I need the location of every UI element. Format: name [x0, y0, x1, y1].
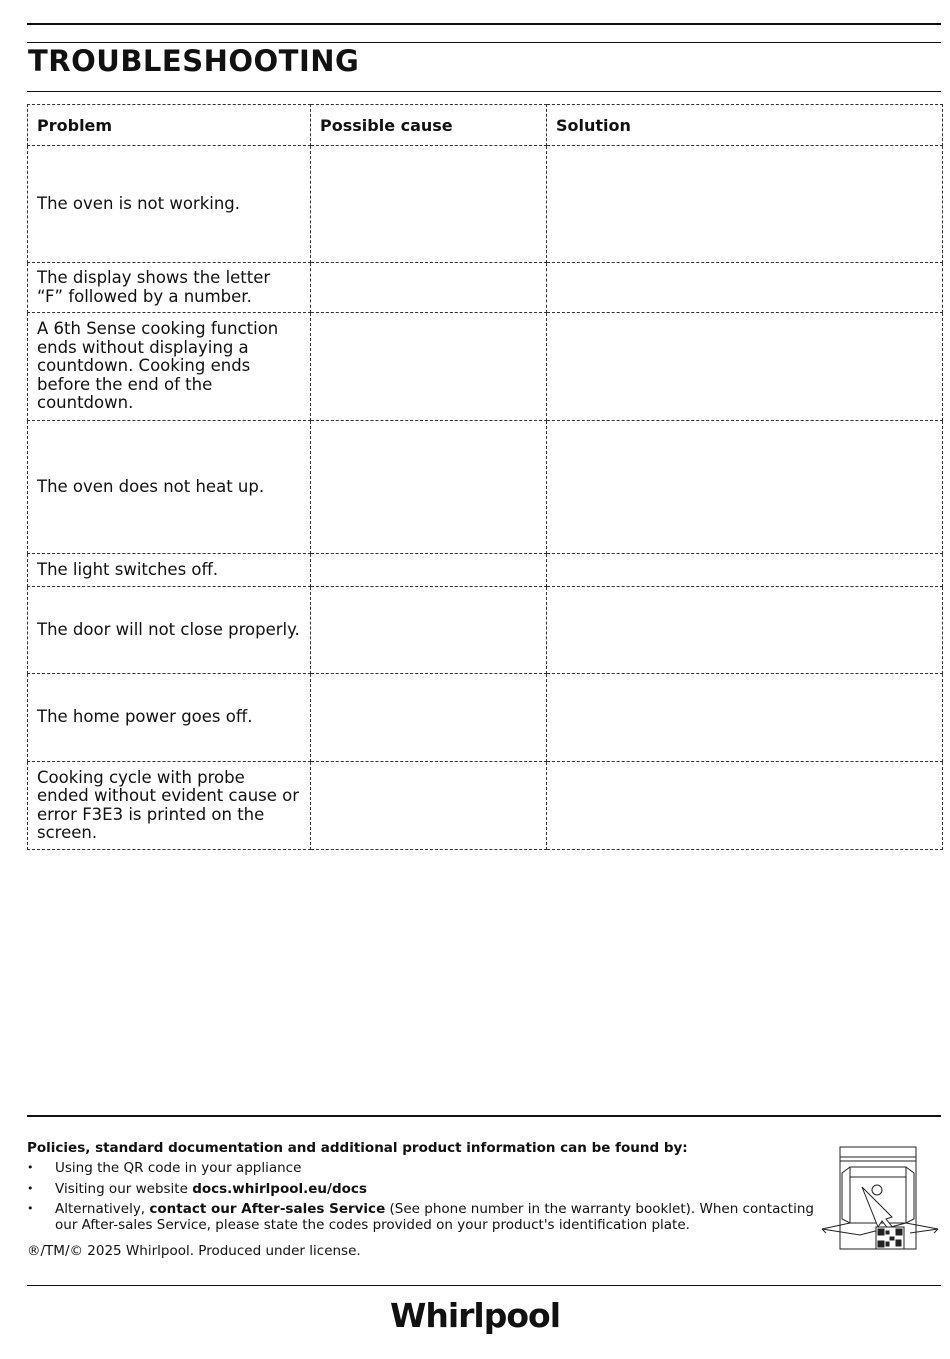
cause-cell — [311, 313, 547, 421]
oven-qr-illustration-icon — [820, 1143, 942, 1255]
problem-cell: The door will not close properly. — [28, 587, 311, 674]
logo-rule — [27, 1285, 941, 1286]
header-possible-cause: Possible cause — [311, 105, 547, 146]
problem-cell: A 6th Sense cooking function ends without displaying a countdown. Cooking ends before the end of the countdown. — [28, 313, 311, 421]
footer-rule — [27, 1115, 941, 1117]
cause-cell — [311, 554, 547, 587]
page-title: TROUBLESHOOTING — [28, 44, 360, 78]
solution-cell — [547, 146, 943, 263]
table-row — [28, 674, 943, 762]
website-prefix: Visiting our website — [55, 1180, 193, 1197]
service-contact: contact our After-sales Service — [149, 1201, 386, 1217]
cause-cell — [311, 263, 547, 313]
solution-cell — [547, 313, 943, 421]
list-item — [27, 1181, 817, 1197]
problem-cell: The light switches off. — [28, 554, 311, 587]
problem-cell: Cooking cycle with probe ended without evident cause or error F3E3 is printed on the screen. — [28, 762, 311, 850]
whirlpool-logo: Whirlpool — [389, 1296, 561, 1335]
troubleshooting-table — [27, 104, 943, 850]
copyright-notice: ®/TM/© 2025 Whirlpool. Produced under license. — [27, 1243, 361, 1259]
solution-cell — [547, 263, 943, 313]
table-row — [28, 263, 943, 313]
solution-cell — [547, 762, 943, 850]
cause-cell — [311, 674, 547, 762]
header-problem: Problem — [28, 105, 311, 146]
service-prefix: Alternatively, — [55, 1201, 150, 1217]
table-row — [28, 421, 943, 554]
footer-heading: Policies, standard documentation and additional product information can be found by: — [27, 1140, 688, 1156]
header-solution: Solution — [547, 105, 943, 146]
info-list — [27, 1160, 817, 1238]
solution-cell — [547, 554, 943, 587]
table-row — [28, 146, 943, 263]
table-row — [28, 313, 943, 421]
website-link[interactable]: docs.whirlpool.eu/docs — [192, 1180, 367, 1197]
solution-cell — [547, 421, 943, 554]
list-item — [27, 1160, 817, 1176]
top-rule — [27, 23, 941, 25]
title-rule-bottom — [27, 91, 941, 92]
problem-cell: The oven is not working. — [28, 146, 311, 263]
problem-cell: The oven does not heat up. — [28, 421, 311, 554]
table-row — [28, 762, 943, 850]
table-row — [28, 554, 943, 587]
list-item — [27, 1201, 817, 1233]
table-header-row — [28, 105, 943, 146]
problem-cell: The display shows the letter “F” followed by a number. — [28, 263, 311, 313]
qr-text: Using the QR code in your appliance — [55, 1160, 302, 1176]
solution-cell — [547, 587, 943, 674]
cause-cell — [311, 146, 547, 263]
cause-cell — [311, 587, 547, 674]
problem-cell: The home power goes off. — [28, 674, 311, 762]
solution-cell — [547, 674, 943, 762]
title-rule-top — [27, 42, 941, 43]
service-rest: (See phone number in the warranty booklet). When contacting our After-sales Service, please state the codes provided on your product's identification plate. — [55, 1201, 814, 1233]
cause-cell — [311, 421, 547, 554]
cause-cell — [311, 762, 547, 850]
table-row — [28, 587, 943, 674]
